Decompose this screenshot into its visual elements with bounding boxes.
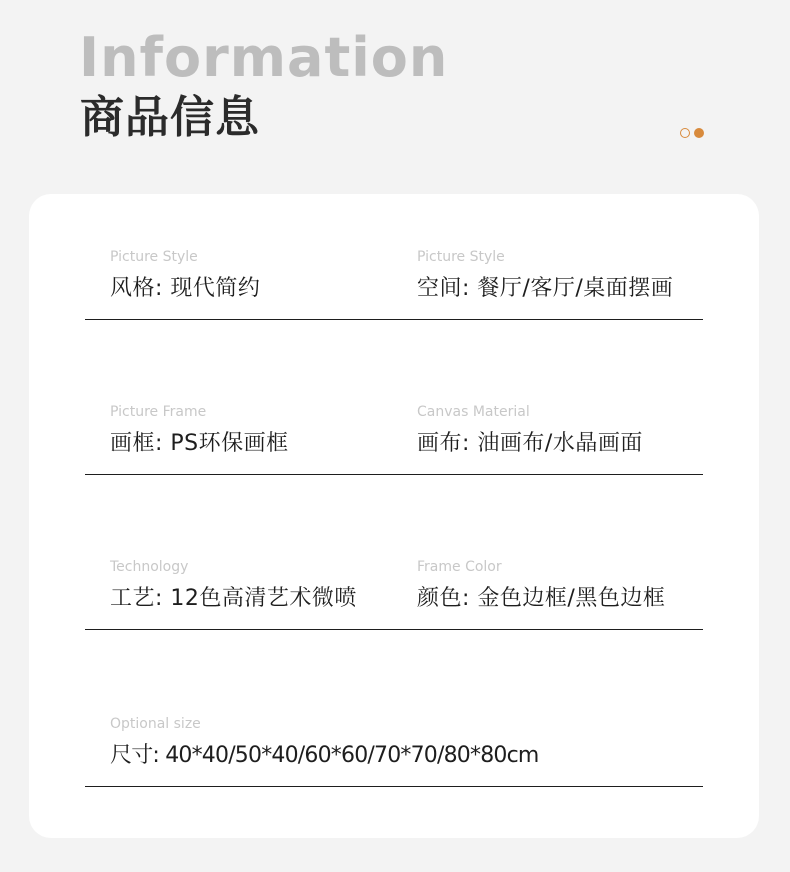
spec-row	[85, 403, 703, 475]
spec-item-canvas-material	[417, 403, 643, 458]
spec-item-frame-color	[417, 558, 665, 613]
info-card	[29, 194, 759, 838]
spec-item-picture-frame	[110, 403, 289, 458]
spec-label: Optional size	[110, 716, 201, 732]
title-en: Information	[79, 26, 449, 89]
spec-value: 空间: 餐厅/客厅/桌面摆画	[417, 276, 674, 301]
dot-inactive-icon	[680, 128, 690, 138]
spec-value: 工艺: 12色高清艺术微喷	[110, 586, 357, 611]
dot-active-icon	[694, 128, 704, 138]
spec-label: Canvas Material	[417, 404, 530, 420]
title-cn: 商品信息	[80, 92, 260, 143]
spec-value: 颜色: 金色边框/黑色边框	[417, 586, 666, 611]
spec-value: 画布: 油画布/水晶画面	[417, 431, 643, 456]
spec-value: 画框: PS环保画框	[110, 431, 289, 456]
spec-item-optional-size	[110, 715, 539, 770]
spec-value: 风格: 现代简约	[110, 276, 261, 301]
spec-label: Picture Style	[110, 249, 198, 265]
spec-row	[85, 558, 703, 630]
spec-label: Technology	[110, 559, 189, 575]
spec-item-space	[417, 248, 673, 303]
spec-label: Picture Style	[417, 249, 505, 265]
spec-row	[85, 248, 703, 320]
pagination-dots	[680, 128, 704, 138]
spec-value: 尺寸: 40*40/50*40/60*60/70*70/80*80cm	[110, 743, 539, 768]
spec-label: Picture Frame	[110, 404, 207, 420]
spec-item-picture-style	[110, 248, 260, 303]
spec-item-technology	[110, 558, 357, 613]
spec-row	[85, 715, 703, 787]
spec-label: Frame Color	[417, 559, 502, 575]
